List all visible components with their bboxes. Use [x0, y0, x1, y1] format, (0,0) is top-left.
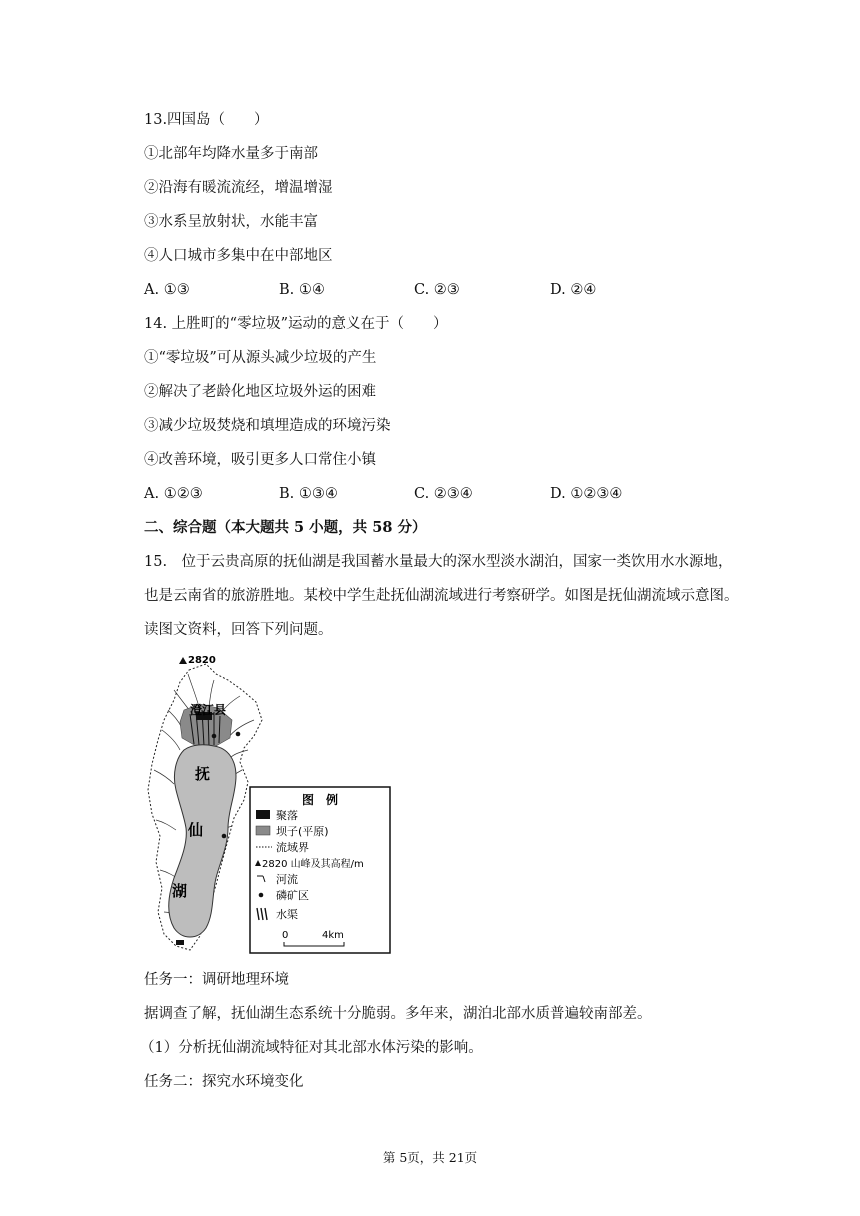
legend-item-boundary: 流域界 — [276, 841, 309, 854]
q14-option-d: D. ①②③④ — [550, 486, 623, 502]
map-legend — [250, 787, 390, 953]
settlement-south — [176, 940, 184, 945]
q13-item-3: ③水系呈放射状，水能丰富 — [144, 214, 318, 230]
peak-triangle — [179, 657, 187, 664]
q14-item-1: ①“零垃圾”可从源头减少垃圾的产生 — [144, 350, 377, 366]
fuxian-lake-basin-map — [144, 650, 394, 955]
q15-line-1: 15. 位于云贵高原的抚仙湖是我国蓄水量最大的深水型淡水湖泊，国家一类饮用水水源地， — [144, 554, 733, 570]
legend-item-plain: 坝子(平原) — [276, 825, 329, 838]
q15-line-3: 读图文资料，回答下列问题。 — [144, 622, 333, 638]
legend-item-canal: 水渠 — [276, 908, 298, 921]
q14-item-2: ②解决了老龄化地区垃圾外运的困难 — [144, 384, 376, 400]
q13-item-4: ④人口城市多集中在中部地区 — [144, 248, 333, 264]
county-label: 澄江县 — [190, 703, 227, 717]
lake-char-2: 仙 — [188, 821, 204, 839]
section-heading: 二、综合题（本大题共 5 小题，共 58 分） — [144, 519, 427, 536]
scale-zero: 0 — [282, 930, 289, 941]
q13-option-b: B. ①④ — [279, 282, 325, 298]
q14-item-3: ③减少垃圾焚烧和填埋造成的环境污染 — [144, 418, 391, 434]
task-1: 任务一：调研地理环境 — [144, 972, 289, 988]
q14-stem: 14. 上胜町的“零垃圾”运动的意义在于（ ） — [144, 316, 448, 332]
legend-title: 图 例 — [302, 793, 339, 807]
q14-item-4: ④改善环境，吸引更多人口常住小镇 — [144, 452, 376, 468]
peak-label: 2820 — [188, 655, 216, 666]
q14-option-c: C. ②③④ — [414, 486, 473, 502]
phosphate-mine-3 — [222, 834, 227, 839]
q13-item-2: ②沿海有暖流流经，增温增湿 — [144, 180, 333, 196]
legend-mine-icon — [259, 893, 264, 898]
legend-item-river: 河流 — [276, 873, 298, 886]
q13-option-c: C. ②③ — [414, 282, 460, 298]
q14-option-b: B. ①③④ — [279, 486, 338, 502]
legend-plain-swatch — [256, 826, 270, 835]
q13-stem: 13.四国岛（ ） — [144, 112, 269, 128]
q15-line-2: 也是云南省的旅游胜地。某校中学生赴抚仙湖流域进行考察研学。如图是抚仙湖流域示意图。 — [144, 588, 739, 604]
q13-option-d: D. ②④ — [550, 282, 597, 298]
lake-char-1: 抚 — [195, 765, 211, 783]
legend-item-settlement: 聚落 — [276, 809, 298, 822]
page-footer: 第 5页，共 21页 — [382, 1150, 478, 1165]
q13-item-1: ①北部年均降水量多于南部 — [144, 146, 318, 162]
task-2: 任务二：探究水环境变化 — [144, 1074, 304, 1090]
phosphate-mine-1 — [236, 732, 241, 737]
phosphate-mine-2 — [212, 734, 217, 739]
legend-item-peak: 2820 山峰及其高程/m — [262, 859, 364, 870]
task-1-text: 据调查了解，抚仙湖生态系统十分脆弱。多年来，湖泊北部水质普遍较南部差。 — [144, 1006, 652, 1022]
lake-char-3: 湖 — [172, 882, 188, 900]
legend-item-mine: 磷矿区 — [276, 889, 309, 902]
scale-label: 4km — [322, 930, 344, 941]
q13-option-a: A. ①③ — [144, 282, 190, 298]
q14-option-a: A. ①②③ — [144, 486, 203, 502]
subquestion-1: （1）分析抚仙湖流域特征对其北部水体污染的影响。 — [140, 1040, 483, 1056]
legend-settlement-swatch — [256, 810, 270, 819]
